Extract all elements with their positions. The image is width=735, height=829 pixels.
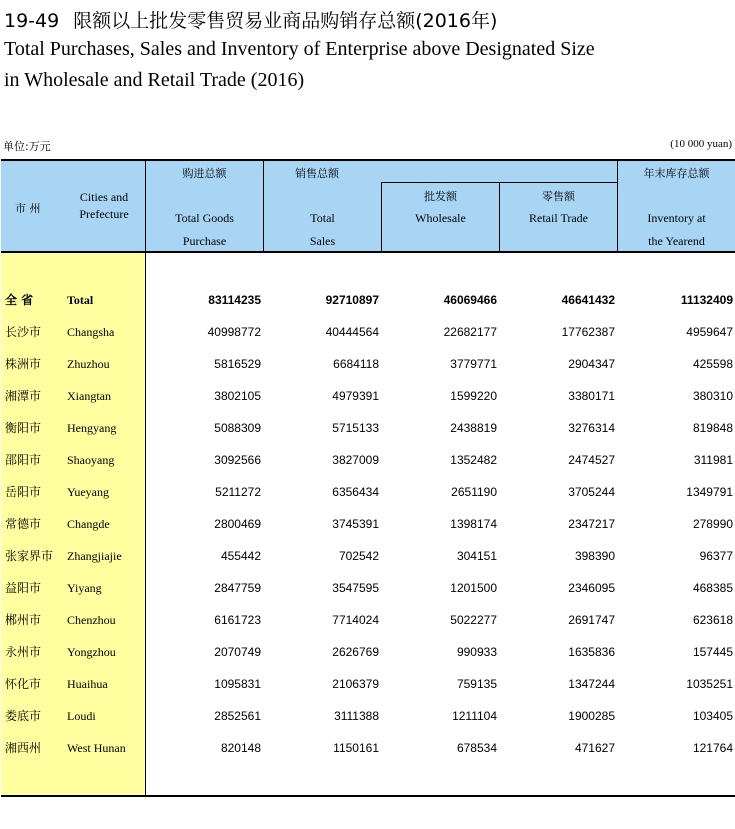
row-city-en: Xiangtan [67, 389, 111, 403]
table-number: 19-49 [4, 10, 60, 32]
row-city-en: Zhuzhou [67, 357, 110, 371]
row-inventory: 468385 [692, 581, 733, 595]
row-city-en: Yiyang [67, 581, 102, 595]
header-purchase-en-1: Total Goods [175, 211, 234, 225]
row-purchase: 5211272 [215, 485, 261, 499]
row-sales: 7714024 [332, 613, 379, 627]
row-city-en: Loudi [67, 709, 96, 723]
row-sales: 92710897 [325, 293, 379, 307]
header-city-en-2: Prefecture [79, 207, 129, 221]
row-wholesale: 1398174 [450, 517, 497, 531]
header-sales-en-1: Total [310, 211, 335, 225]
row-sales: 2106379 [332, 677, 379, 691]
row-city-cn: 永州市 [5, 645, 42, 659]
table-row [1, 732, 735, 764]
row-city-cn: 益阳市 [5, 581, 42, 595]
row-purchase: 1095831 [214, 677, 261, 691]
header-wholesale-cn: 批发额 [424, 190, 457, 203]
row-retail: 3705244 [568, 485, 615, 499]
table-title-cn-text: 限额以上批发零售贸易业商品购销存总额(2016年) [73, 10, 498, 32]
row-purchase: 5088309 [214, 421, 261, 435]
row-city-cn: 湘西州 [5, 741, 42, 755]
row-purchase: 2070749 [214, 645, 261, 659]
header-purchase-en-2: Purchase [182, 234, 227, 248]
row-city-cn: 娄底市 [5, 709, 42, 723]
row-retail: 1347244 [568, 677, 615, 691]
row-sales: 3111388 [334, 709, 379, 723]
table-row [1, 444, 735, 476]
header-purchase-cn: 购进总额 [182, 167, 227, 180]
row-city-cn: 邵阳市 [5, 453, 42, 467]
row-retail: 46641432 [561, 293, 615, 307]
row-wholesale: 5022277 [450, 613, 497, 627]
row-inventory: 121764 [692, 741, 733, 755]
header-wholesale-en: Wholesale [415, 211, 466, 225]
row-purchase: 2852561 [214, 709, 261, 723]
row-sales: 6356434 [332, 485, 379, 499]
row-sales: 1150161 [333, 741, 379, 755]
table-row [1, 508, 735, 540]
row-wholesale: 990933 [456, 645, 497, 659]
row-retail: 398390 [574, 549, 615, 563]
table-row [1, 412, 735, 444]
row-sales: 6684118 [333, 357, 379, 371]
row-sales: 5715133 [332, 421, 379, 435]
row-purchase: 83114235 [208, 293, 261, 307]
row-sales: 702542 [338, 549, 379, 563]
row-wholesale: 759135 [456, 677, 497, 691]
row-inventory: 311981 [693, 453, 733, 467]
row-inventory: 380310 [692, 389, 733, 403]
row-city-cn: 全 省 [5, 293, 34, 307]
row-city-en: West Hunan [67, 741, 126, 755]
row-purchase: 2800469 [214, 517, 261, 531]
row-wholesale: 22682177 [443, 325, 497, 339]
row-purchase: 820148 [220, 741, 261, 755]
header-inventory-en-2: the Yearend [648, 234, 705, 248]
table-row [1, 476, 735, 508]
table-row [1, 700, 735, 732]
row-city-cn: 张家界市 [5, 549, 54, 563]
row-city-cn: 株洲市 [5, 357, 42, 371]
row-wholesale: 1352482 [450, 453, 497, 467]
unit-label-cn: 单位:万元 [3, 140, 51, 153]
table-row [1, 540, 735, 572]
row-city-en: Changsha [67, 325, 115, 339]
row-purchase: 3802105 [214, 389, 261, 403]
table-row [1, 348, 735, 380]
row-city-en: Shaoyang [67, 453, 115, 467]
row-purchase: 2847759 [214, 581, 261, 595]
row-retail: 2904347 [568, 357, 615, 371]
row-retail: 1900285 [568, 709, 615, 723]
row-inventory: 103405 [692, 709, 733, 723]
table-row [1, 316, 735, 348]
row-sales: 3745391 [332, 517, 379, 531]
row-city-cn: 衡阳市 [5, 421, 42, 435]
data-table [1, 160, 735, 796]
row-city-cn: 常德市 [5, 517, 42, 531]
row-wholesale: 46069466 [443, 293, 497, 307]
row-retail: 2474527 [568, 453, 615, 467]
table-row-total [1, 284, 735, 316]
row-city-cn: 长沙市 [5, 325, 42, 339]
row-city-en: Total [67, 293, 94, 307]
table-row [1, 636, 735, 668]
row-wholesale: 3779771 [450, 357, 497, 371]
table-row [1, 604, 735, 636]
header-inventory-cn: 年末库存总额 [643, 167, 710, 180]
table-top-rule [1, 159, 735, 161]
table-bottom-rule [1, 795, 735, 797]
row-city-en: Hengyang [67, 421, 117, 435]
row-city-en: Zhangjiajie [67, 549, 122, 563]
row-sales: 2626769 [332, 645, 379, 659]
header-city-cn: 市 州 [15, 202, 41, 215]
row-purchase: 5816529 [214, 357, 261, 371]
header-retail-en: Retail Trade [529, 211, 588, 225]
row-wholesale: 678534 [456, 741, 497, 755]
table-title-en-line2: in Wholesale and Retail Trade (2016) [4, 69, 305, 91]
row-city-en: Yongzhou [67, 645, 116, 659]
header-bottom-rule [1, 251, 735, 253]
table-title-en-line1: Total Purchases, Sales and Inventory of Enterprise above Designated Size [4, 38, 595, 60]
unit-label-en: (10 000 yuan) [670, 138, 732, 150]
row-city-cn: 郴州市 [5, 613, 42, 627]
row-sales: 40444564 [325, 325, 379, 339]
header-inventory-en-1: Inventory at [647, 211, 706, 225]
table-row [1, 380, 735, 412]
table-title-cn [4, 6, 497, 33]
header-retail-cn: 零售额 [542, 190, 575, 203]
row-city-en: Chenzhou [67, 613, 116, 627]
row-retail: 2346095 [568, 581, 615, 595]
row-wholesale: 1599220 [450, 389, 497, 403]
row-sales: 4979391 [332, 389, 379, 403]
row-wholesale: 1211104 [452, 709, 497, 723]
row-purchase: 455442 [220, 549, 261, 563]
row-wholesale: 304151 [456, 549, 497, 563]
row-retail: 1635836 [568, 645, 615, 659]
row-city-cn: 湘潭市 [5, 389, 42, 403]
row-inventory: 1035251 [686, 677, 733, 691]
row-city-cn: 岳阳市 [5, 485, 42, 499]
row-inventory: 623618 [692, 613, 733, 627]
row-purchase: 6161723 [214, 613, 261, 627]
row-inventory: 425598 [692, 357, 733, 371]
row-city-cn: 怀化市 [5, 677, 42, 691]
header-sales-cn: 销售总额 [295, 167, 339, 180]
row-retail: 3380171 [568, 389, 615, 403]
row-sales: 3547595 [332, 581, 379, 595]
row-retail: 3276314 [568, 421, 615, 435]
row-city-en: Yueyang [67, 485, 109, 499]
table-row [1, 572, 735, 604]
table-row [1, 668, 735, 700]
row-inventory: 11132409 [680, 293, 733, 307]
row-inventory: 4959647 [686, 325, 733, 339]
row-inventory: 819848 [692, 421, 733, 435]
row-wholesale: 2651190 [451, 485, 497, 499]
row-city-en: Changde [67, 517, 110, 531]
row-retail: 2691747 [568, 613, 615, 627]
header-city-en-1: Cities and [79, 190, 129, 204]
row-city-en: Huaihua [67, 677, 108, 691]
row-purchase: 40998772 [207, 325, 261, 339]
row-inventory: 157445 [692, 645, 733, 659]
row-inventory: 278990 [692, 517, 733, 531]
row-retail: 17762387 [561, 325, 615, 339]
row-purchase: 3092566 [214, 453, 261, 467]
row-wholesale: 1201500 [450, 581, 497, 595]
row-retail: 471627 [574, 741, 615, 755]
row-sales: 3827009 [332, 453, 379, 467]
row-inventory: 1349791 [686, 485, 733, 499]
header-sales-en-2: Sales [309, 234, 336, 248]
row-retail: 2347217 [568, 517, 615, 531]
row-inventory: 96377 [699, 549, 733, 563]
row-wholesale: 2438819 [450, 421, 497, 435]
